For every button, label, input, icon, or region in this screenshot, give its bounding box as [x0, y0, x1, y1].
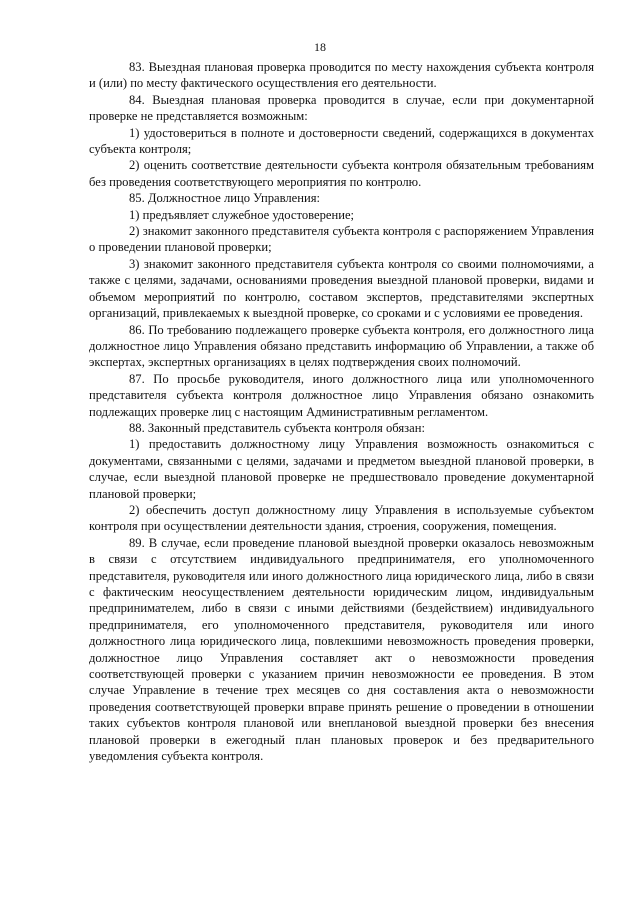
paragraph-87: 87. По просьбе руководителя, иного должностного лица или уполномоченного представителя субъекта контроля должностное лицо Управления обязано ознакомить подлежащих проверке лиц с настоящим Административным регламентом. — [89, 371, 594, 419]
list-item-85-3: 3) знакомит законного представителя субъекта контроля со своими полномочиями, а также с целями, задачами, основаниями проведения выездной плановой проверки, видами и объемом мероприятий по контролю, составом экспертов, представителями экспертных организаций, привлекаемых к выездной проверке, со сроками и с условиями ее проведения. — [89, 256, 594, 321]
list-item-85-1: 1) предъявляет служебное удостоверение; — [129, 207, 355, 222]
paragraph-85: 85. Должностное лицо Управления: — [129, 191, 321, 206]
list-item-88-1: 1) предоставить должностному лицу Управления возможность ознакомиться с документами, связанными с целями, задачами и предметом выездной плановой проверки, в случае, если выездной плановой проверке не предшествовало проведение документарной плановой проверки; — [89, 437, 594, 501]
paragraph-89: 89. В случае, если проведение плановой выездной проверки оказалось невозможным в связи с отсутствием индивидуального предпринимателя, его уполномоченного представителя, руководителя или иного должностного лица юридического лица, либо в связи с фактическим неосуществлением деятельности юридическим лицом, индивидуальным предпринимателем, либо в связи с иными действиями (бездействием) индивидуального предпринимателя, его уполномоченного представителя, руководителя или иного должностного лица юридического лица, повлекшими невозможность проведения проверки, должностное лицо Управления составляет акт о невозможности проведения соответствующей проверки с указанием причин невозможности ее проведения. В этом случае Управление в течение трех месяцев со дня составления акта о невозможности проведения соответствующей проверки вправе принять решение о проведении в отношении таких субъектов контроля плановой или внеплановой выездной проверки без внесения плановой проверки в ежегодный план плановых проверок и без предварительного уведомления субъекта контроля. — [89, 535, 594, 764]
list-item-84-1: 1) удостовериться в полноте и достоверности сведений, содержащихся в документах субъекта контроля; — [89, 125, 594, 157]
paragraph-83: 83. Выездная плановая проверка проводится по месту нахождения субъекта контроля и (или) по месту фактического осуществления его деятельности. — [89, 60, 594, 91]
list-item-85-2: 2) знакомит законного представителя субъекта контроля с распоряжением Управления о проведении плановой проверки; — [89, 224, 594, 255]
paragraph-84: 84. Выездная плановая проверка проводится в случае, если при документарной проверке не представляется возможным: — [89, 92, 594, 124]
page-number: 18 — [314, 40, 326, 54]
paragraph-86: 86. По требованию подлежащего проверке субъекта контроля, его должностного лица должностное лицо Управления обязано представить информацию об Управлении, а также об экспертах, экспертных организациях в целях подтверждения своих полномочий. — [89, 322, 594, 370]
paragraph-88: 88. Законный представитель субъекта контроля обязан: — [129, 420, 425, 435]
list-item-88-2: 2) обеспечить доступ должностному лицу Управления в используемые субъектом контроля при осуществлении деятельности здания, строения, сооружения, помещения. — [89, 502, 594, 534]
list-item-84-2: 2) оценить соответствие деятельности субъекта контроля обязательным требованиям без проведения соответствующего мероприятия по контролю. — [89, 158, 594, 189]
